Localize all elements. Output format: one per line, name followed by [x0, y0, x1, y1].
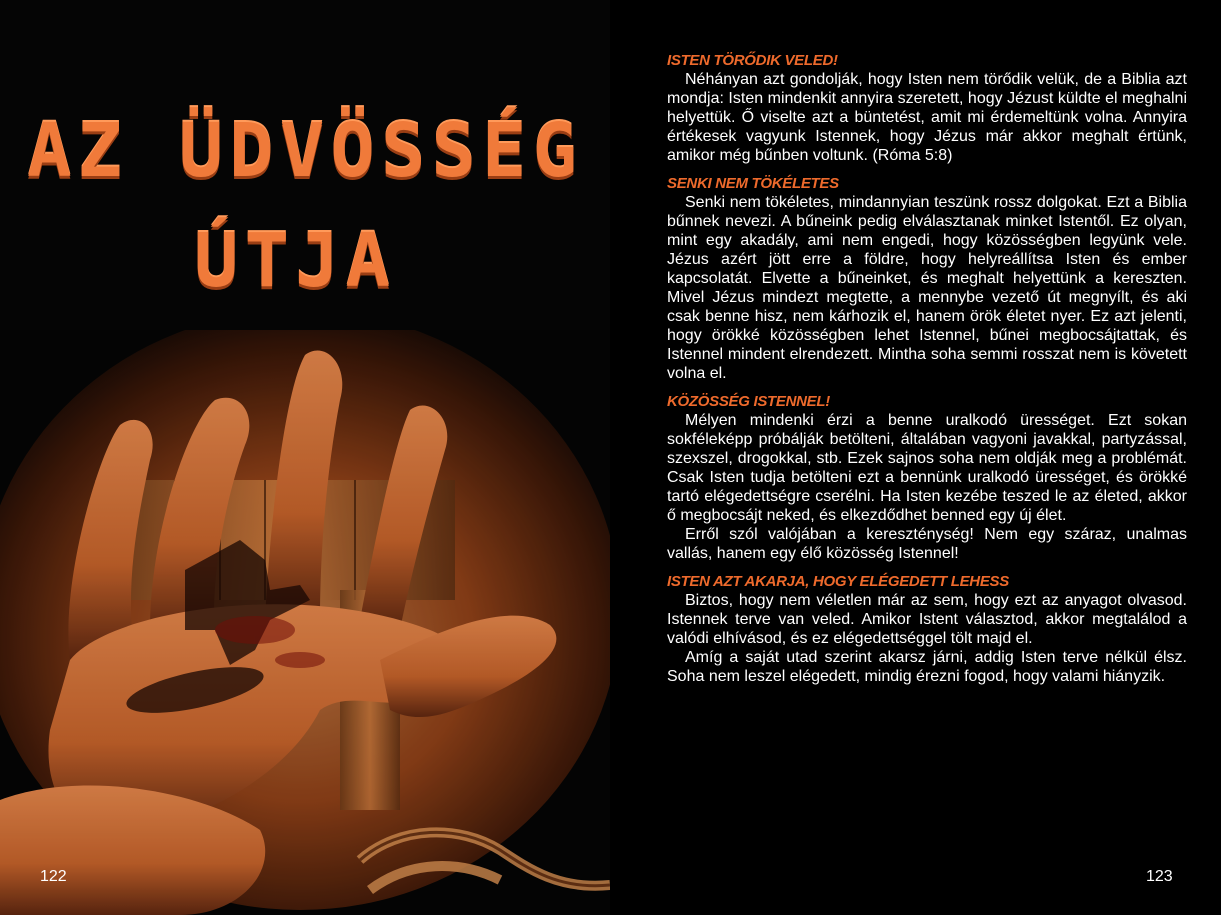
paragraph: Néhányan azt gondolják, hogy Isten nem törődik velük, de a Biblia azt mondja: Isten mindenkit annyira szeretett, hogy Jézust küldte el meghalni helyettük. Ő viselte azt a büntetést, amit mi érdemeltünk volna. Annyira értékesek vagyunk Istennek, hogy Jézus már akkor meghalt értünk, amikor még bűnben voltunk. (Róma 5:8)	[667, 71, 1187, 164]
section-isten-torodik	[667, 51, 1187, 165]
section-heading: KÖZÖSSÉG ISTENNEL!	[667, 393, 830, 410]
paragraph: Senki nem tökéletes, mindannyian teszünk rossz dolgokat. Ezt a Biblia bűnnek nevezi. A bűneink pedig elválasztanak minket Istentől. Ez olyan, mint egy akadály, ami nem engedi, hogy közösségben legyünk vele. Jézus azért jött erre a földre, hogy helyreállítsa Isten és ember kapcsolatát. Elvette a bűneinket, és meghalt helyettünk a kereszten. Mivel Jézus mindezt megtette, a mennybe vezető út megnyílt, és aki csak benne hisz, nem kárhozik el, hanem örök életet nyer. Ez azt jelenti, hogy örökké közösségben lehet Istennel, bűnei megbocsájtattak, és Istennel mindent elrendezett. Mintha soha semmi rosszat nem is követett volna el.	[667, 194, 1187, 382]
section-kozosseg-istennel	[667, 392, 1187, 563]
title-line-1: AZ ÜDVÖSSÉG	[26, 108, 584, 194]
section-heading: ISTEN TÖRŐDIK VELED!	[667, 52, 838, 69]
article-body	[667, 51, 1187, 695]
page-number-right: 123	[1146, 868, 1173, 885]
paragraph: Mélyen mindenki érzi a benne uralkodó ürességet. Ezt sokan sokféleképp próbálják betölteni, általában vagyoni javakkal, partyzással, szexszel, drogokkal, stb. Ezek sajnos soha nem oldják meg a problémát. Csak Isten tudja betölteni ezt a bennünk uralkodó ürességet, és örökké tartó elégedettségre cserélni. Ha Isten kezébe teszed le az életed, akkor ő megbocsájt neked, és elkezdődhet benned egy új élet.	[667, 412, 1187, 524]
hand-cross-illustration	[0, 330, 610, 915]
section-senki-nem-tokeletes	[667, 174, 1187, 383]
section-elegedett-lehess	[667, 572, 1187, 686]
paragraph: Erről szól valójában a kereszténység! Nem egy száraz, unalmas vallás, hanem egy élő közösség Istennel!	[667, 526, 1187, 562]
right-page	[610, 0, 1221, 915]
section-heading: SENKI NEM TÖKÉLETES	[667, 175, 839, 192]
title-line-2: ÚTJA	[193, 218, 397, 304]
page-number-left: 122	[40, 868, 67, 885]
section-heading: ISTEN AZT AKARJA, HOGY ELÉGEDETT LEHESS	[667, 573, 1009, 590]
paragraph: Amíg a saját utad szerint akarsz járni, addig Isten terve nélkül élsz. Soha nem leszel elégedett, mindig érezni fogod, hogy valami hiányzik.	[667, 649, 1187, 685]
paragraph: Biztos, hogy nem véletlen már az sem, hogy ezt az anyagot olvasod. Istennek terve van veled. Amikor Istent választod, akkor megtalálod a valódi elhívásod, és ez elégedettséggel tölt majd el.	[667, 592, 1187, 647]
left-page	[0, 0, 610, 915]
